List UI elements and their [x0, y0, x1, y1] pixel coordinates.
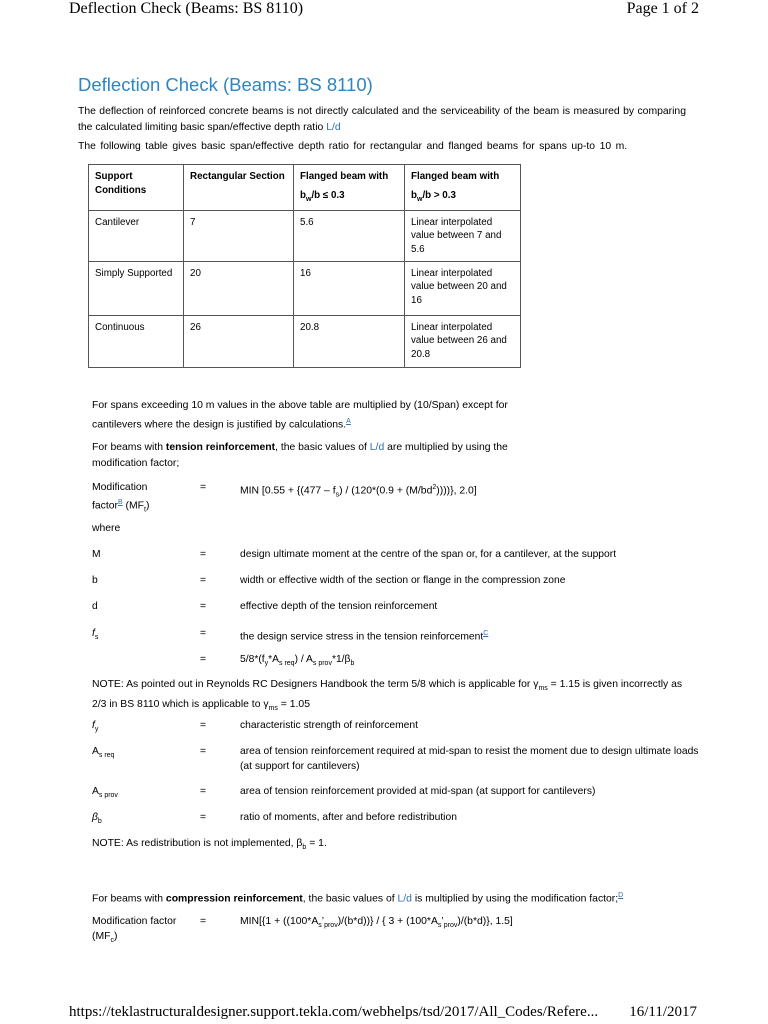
page-footer [0, 1000, 768, 1024]
table-cell: Cantilever [89, 210, 184, 261]
table-cell: 7 [184, 210, 294, 261]
tension-paragraph: For beams with tension reinforcement, the basic values of L/d are multiplied by using the modification factor; [92, 442, 508, 469]
table-cell: 5.6 [294, 210, 405, 261]
table-header-cell: Support Conditions [89, 165, 184, 211]
footer-date: 16/11/2017 [629, 1004, 697, 1020]
where-label: where [92, 523, 121, 534]
document-title: Deflection Check (Beams: BS 8110) [78, 74, 373, 95]
footnote-link-d[interactable]: D [618, 892, 624, 899]
table-cell: Linear interpolated value between 7 and 5.6 [405, 210, 521, 261]
table-cell: 26 [184, 315, 294, 367]
mf-equals: = [200, 482, 207, 493]
footnote-link-b[interactable]: B [118, 499, 123, 506]
document-body: Deflection Check (Beams: BS 8110) The deflection of reinforced concrete beams is not directly calculated and the serviceability of the beam is measured by comparing the calculated limiting basic span/effective depth ratio L/d The following table gives basic span/effective depth ratio for rectangular and flanged beams for spans up-to 10 m. Support Conditions Rectangular Section Flanged beam with $b_w/b \le 0.3$ Flanged beam with $b_w/b > 0.3$ Cantilever 7 5.6 Linear interpolated value between 7 and 5.6 Simply Supported 20 16 Linear interpolated value between 20 and 16 Continuous 26 20.8 Linear interpolated value between 26 and 20.8 For spans exceeding 10 m values in the above table are multiplied by (10/Span) except for cantilevers where the design is justified by calculations.$^A$ For beams with tension reinforcement, the basic values of L/d are multiplied by using the modification factor; Modification factor$^B$ $(MF_t)$ = MIN $[0.55 + \{(477 - f_s) / (120*(0.9 + (M/bd^2))))\}$, 2.0] where M = design ultimate moment at the centre of the span or, for a cantilever, at the support b = width or effective width of the section or flange in the compression zone d = effective depth of the tension reinforcement $f_s$ = the design service stress in the tension reinforcement$^C$ = $5/8*(f_y*A_{s req}) / A_{s prov}*1/\beta_b$ NOTE: As pointed out in Reynolds RC Designers Handbook the term 5/8 which is applicable for $\gamma_{ms} = 1.15$ is given incorrectly as 2/3 in BS 8110 which is applicable to $\gamma_{ms} = 1.05$ $f_y$ = characteristic strength of reinforcement $A_{s req}$ = area of tension reinforcement required at mid-span to resist the moment due to design ultimate loads (at support for cantilevers) $A_{s prov}$ = area of tension reinforcement provided at mid-span (at support for cantilevers) $\beta_b$ = ratio of moments, after and before redistribution NOTE: As redistribution is not implemented, $\beta_b = 1$. For beams with compression reinforcement, the basic values of L/d is multiplied by using the modification factor;$^D$ Modification factor $(MF_c)$ = $MIN[\{1 + ((100*A_s’_{prov})/(b*d))\}$ / { $3 + (100*A_s’_{prov})/(b*d)$}, 1.5] [0, 0, 768, 1000]
intro-paragraph: The deflection of reinforced concrete beams is not directly calculated and the serviceability of the beam is measured by comparing the calculated limiting basic span/effective depth ratio L/d [78, 106, 686, 133]
table-row [89, 210, 521, 261]
table-row [89, 261, 521, 315]
compression-paragraph: For beams with compression reinforcement, the basic values of L/d is multiplied by using the modification factor;$^D$ [92, 892, 624, 905]
mfc-equals: = [200, 916, 207, 927]
note-gamma-paragraph: NOTE: As pointed out in Reynolds RC Designers Handbook the term 5/8 which is applicable for $\gamma_{ms} = 1.15$ is given incorrectly as 2/3 in BS 8110 which is applicable to $\gamma_{ms} = 1.05$ [92, 679, 683, 713]
table-cell: Linear interpolated value between 20 and 16 [405, 261, 521, 315]
footnote-link-a[interactable]: A [346, 418, 351, 425]
intro-paragraph-2: The following table gives basic span/effective depth ratio for rectangular and flanged beams for spans up-to 10 m. [78, 141, 628, 152]
table-cell: Simply Supported [89, 261, 184, 315]
table-cell: 20.8 [294, 315, 405, 367]
table-header-cell: Rectangular Section [184, 165, 294, 211]
table-row [89, 315, 521, 367]
mf-label: Modification factor$^B$ $(MF_t)$ [92, 482, 150, 514]
table-cell: 20 [184, 261, 294, 315]
mf-formula: MIN $[0.55 + \{(477 - f_s) / (120*(0.9 + (M/bd^2))))\}$, 2.0] [240, 484, 477, 499]
note-redistribution: NOTE: As redistribution is not implemented, $\beta_b = 1$. [92, 838, 327, 852]
table-cell: Linear interpolated value between 26 and 20.8 [405, 315, 521, 367]
span-depth-ratio-table [88, 164, 521, 368]
header-title: Deflection Check (Beams: BS 8110) [69, 0, 304, 17]
table-cell: Continuous [89, 315, 184, 367]
header-page-number: Page 1 of 2 [626, 0, 699, 17]
footer-url: https://teklastructuraldesigner.support.tekla.com/webhelps/tsd/2017/All_Codes/Refere... [69, 1004, 599, 1020]
span-note-paragraph: For spans exceeding 10 m values in the above table are multiplied by (10/Span) except for cantilevers where the design is justified by calculations.$^A$ [92, 400, 508, 431]
mfc-label: Modification factor $(MF_c)$ [92, 916, 177, 945]
table-cell: 16 [294, 261, 405, 315]
table-header-cell: Flanged beam with $b_w/b > 0.3$ [405, 165, 521, 211]
mfc-formula: $MIN[\{1 + ((100*A_s’_{prov})/(b*d))\}$ / { $3 + (100*A_s’_{prov})/(b*d)$}, 1.5] [240, 916, 513, 930]
ld-ratio-term: L/d [326, 122, 341, 133]
table-header-cell: Flanged beam with $b_w/b \le 0.3$ [294, 165, 405, 211]
footnote-link-c[interactable]: C [483, 630, 489, 637]
table-header-row [89, 165, 521, 211]
